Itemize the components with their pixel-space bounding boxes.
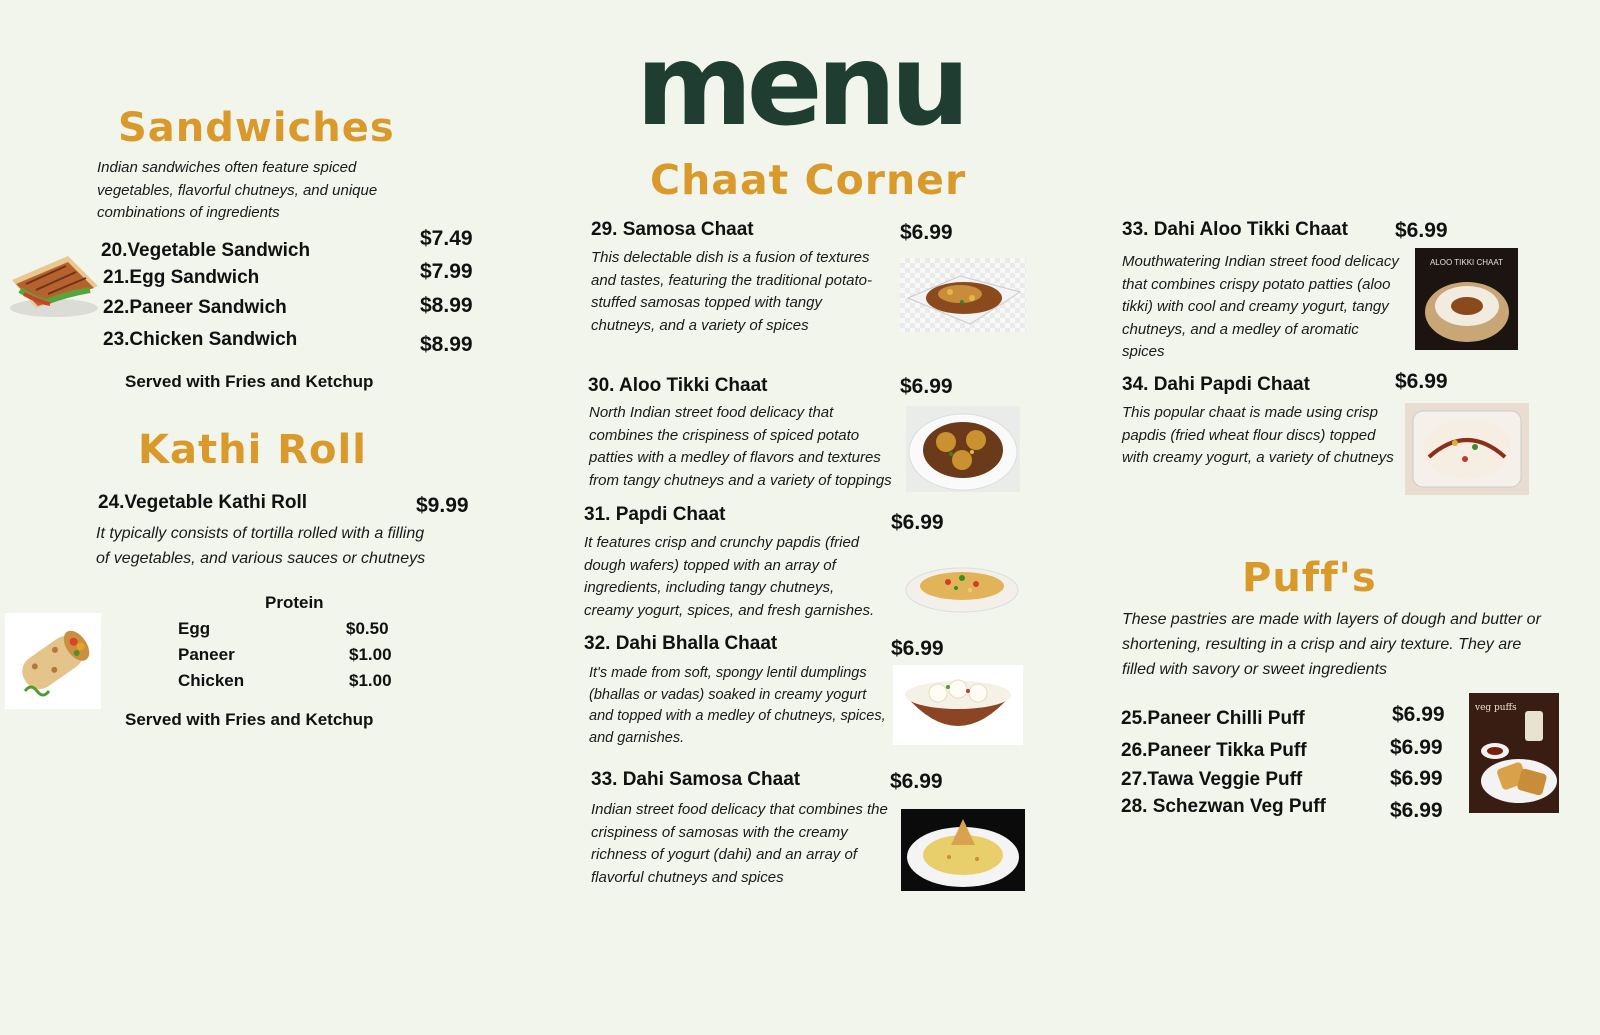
chaat-item-name: 34. Dahi Papdi Chaat xyxy=(1122,374,1310,395)
chaat-item-price: $6.99 xyxy=(900,221,953,244)
chaat-item-description: Indian street food delicacy that combines the crispiness of samosas with the creamy richness of yogurt (dahi) and an array of flavorful chutneys and spices xyxy=(591,801,888,886)
chaat-item-name: 33. Dahi Samosa Chaat xyxy=(591,769,801,790)
puffs-description: These pastries are made with layers of dough and butter or shortening, resulting in a crisp and airy texture. They are filled with savory or sweet ingredients xyxy=(1122,611,1541,678)
veg-puffs-image xyxy=(1469,693,1559,813)
chaat-item-description: This delectable dish is a fusion of textures and tastes, featuring the traditional potato-stuffed samosas topped with tangy chutneys, and a variety of spices xyxy=(591,249,873,334)
chaat-item-price: $6.99 xyxy=(891,511,944,534)
chaat-item-description: It features crisp and crunchy papdis (fried dough wafers) topped with an array of ingredients, including tangy chutneys, creamy yogurt, spices, and fresh garnishes. xyxy=(584,534,875,619)
kathi-description: It typically consists of tortilla rolled with a filling of vegetables, and various sauces or chutneys xyxy=(96,525,426,567)
chaat-item-description: North Indian street food delicacy that combines the crispiness of spiced potato patties with a medley of flavors and textures from tangy chutneys and a variety of toppings xyxy=(589,404,892,489)
puff-item-price: $6.99 xyxy=(1390,767,1443,790)
kathi-item-price: $9.99 xyxy=(416,494,469,517)
puffs-heading: Puff's xyxy=(1242,555,1377,601)
sandwiches-description: Indian sandwiches often feature spiced vegetables, flavorful chutneys, and unique combinations of ingredients xyxy=(97,159,378,221)
dahi-bhalla-chaat-image xyxy=(893,665,1023,745)
chaat-item-name: 32. Dahi Bhalla Chaat xyxy=(584,633,778,654)
sandwich-item-name: 22.Paneer Sandwich xyxy=(103,297,287,318)
chaat-item-price: $6.99 xyxy=(890,770,943,793)
puff-item-name: 25.Paneer Chilli Puff xyxy=(1121,708,1305,729)
kathi-item-name: 24.Vegetable Kathi Roll xyxy=(98,492,308,513)
sandwich-item-name: 21.Egg Sandwich xyxy=(103,267,260,288)
chaat-item-description: This popular chaat is made using crisp papdis (fried wheat flour discs) topped with creamy yogurt, a variety of chutneys xyxy=(1122,404,1394,466)
protein-option-price: $1.00 xyxy=(349,645,392,664)
puff-item-price: $6.99 xyxy=(1390,736,1443,759)
chaat-item-price: $6.99 xyxy=(891,637,944,660)
protein-option-price: $0.50 xyxy=(346,619,389,638)
puff-item-price: $6.99 xyxy=(1390,799,1443,822)
sandwich-item-price: $7.99 xyxy=(420,260,473,283)
protein-option-name: Egg xyxy=(178,619,211,638)
kathi-roll-heading: Kathi Roll xyxy=(138,427,367,473)
protein-option-price: $1.00 xyxy=(349,671,392,690)
protein-option-name: Chicken xyxy=(178,671,245,690)
puff-item-name: 28. Schezwan Veg Puff xyxy=(1121,796,1326,817)
sandwich-item-name: 20.Vegetable Sandwich xyxy=(101,240,311,261)
chaat-item-name: 31. Papdi Chaat xyxy=(584,504,726,525)
sandwich-item-price: $7.49 xyxy=(420,227,473,250)
protein-option-name: Paneer xyxy=(178,645,235,664)
sandwich-item-price: $8.99 xyxy=(420,294,473,317)
dahi-samosa-chaat-image xyxy=(901,809,1025,891)
kathi-roll-image xyxy=(5,613,101,709)
sandwich-image xyxy=(6,250,102,320)
chaat-item-name: 29. Samosa Chaat xyxy=(591,219,754,240)
image-caption: veg puffs xyxy=(1475,703,1517,713)
sandwiches-served-note: Served with Fries and Ketchup xyxy=(125,372,374,391)
menu-title: menu xyxy=(635,21,965,151)
chaat-corner-heading: Chaat Corner xyxy=(650,156,967,204)
kathi-served-note: Served with Fries and Ketchup xyxy=(125,710,374,729)
sandwich-item-price: $8.99 xyxy=(420,333,473,356)
protein-label: Protein xyxy=(265,593,324,612)
chaat-item-price: $6.99 xyxy=(1395,219,1448,242)
sandwich-item-name: 23.Chicken Sandwich xyxy=(103,329,298,350)
dahi-aloo-tikki-chaat-image xyxy=(1415,248,1518,350)
chaat-item-name: 33. Dahi Aloo Tikki Chaat xyxy=(1122,219,1348,240)
chaat-item-price: $6.99 xyxy=(900,375,953,398)
chaat-item-description: Mouthwatering Indian street food delicacy that combines crispy potato patties (aloo tikki) with cool and creamy yogurt, tangy chutneys, and a medley of aromatic spices xyxy=(1122,253,1399,360)
puff-item-name: 26.Paneer Tikka Puff xyxy=(1121,740,1307,761)
chaat-item-price: $6.99 xyxy=(1395,370,1448,393)
dahi-papdi-chaat-image xyxy=(1405,403,1529,495)
samosa-chaat-image xyxy=(900,258,1026,332)
aloo-tikki-chaat-image xyxy=(906,406,1020,492)
chaat-item-name: 30. Aloo Tikki Chaat xyxy=(588,375,768,396)
puff-item-name: 27.Tawa Veggie Puff xyxy=(1121,769,1303,790)
chaat-item-description: It's made from soft, spongy lentil dumplings (bhallas or vadas) soaked in creamy yogurt and topped with a medley of chutneys, spices, and garnishes. xyxy=(589,665,886,746)
puff-item-price: $6.99 xyxy=(1392,703,1445,726)
sandwiches-heading: Sandwiches xyxy=(118,105,395,151)
papdi-chaat-image xyxy=(900,548,1024,616)
image-caption: ALOO TIKKI CHAAT xyxy=(1429,258,1504,267)
